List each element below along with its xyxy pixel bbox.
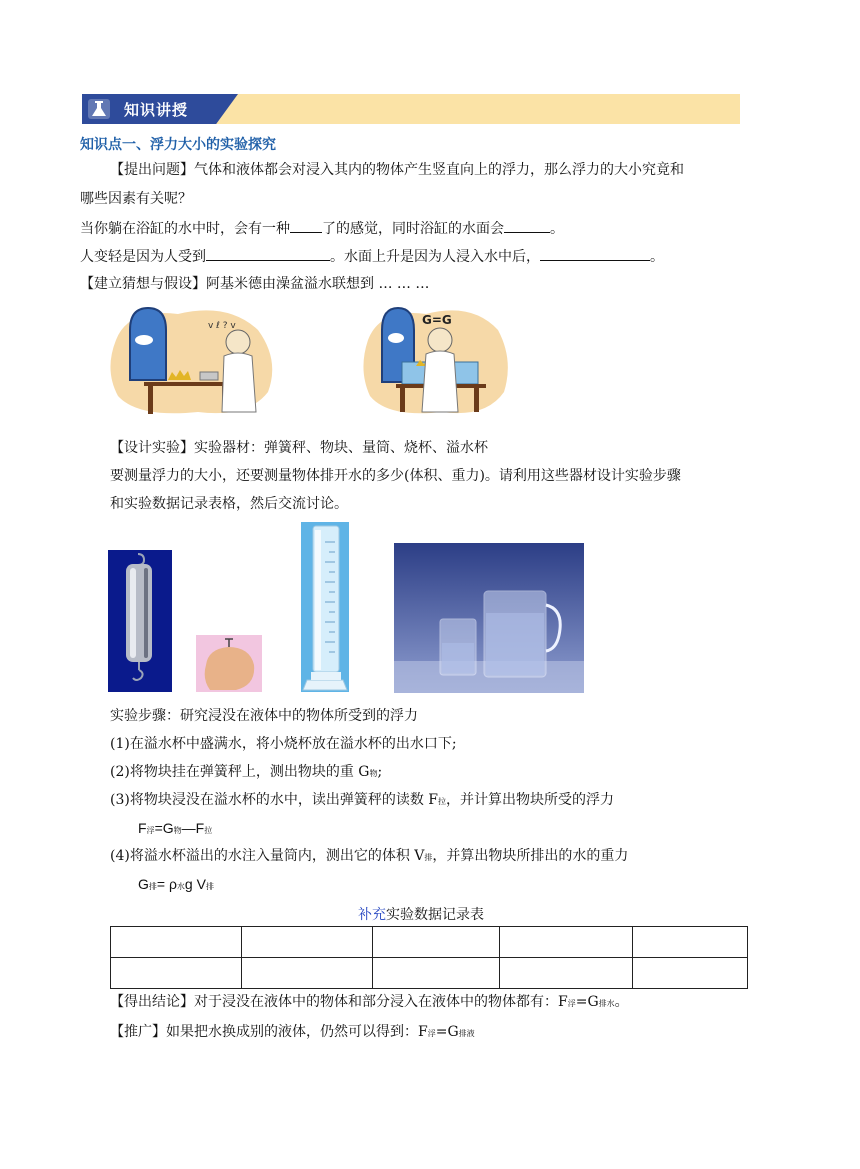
conclusion-label: 【得出结论】 bbox=[110, 994, 194, 1010]
blank-force[interactable] bbox=[206, 246, 330, 261]
archimedes-bath-cartoon-2 bbox=[362, 300, 512, 418]
step-3-end: ，并计算出物块所受的浮力 bbox=[446, 792, 614, 808]
caption-highlight: 补充 bbox=[358, 907, 386, 923]
blank-reason[interactable] bbox=[540, 246, 650, 261]
banner-title: 知识讲授 bbox=[124, 101, 189, 119]
graduated-cylinder-image bbox=[301, 522, 349, 692]
extend-label: 【推广】 bbox=[110, 1024, 166, 1040]
bath-text-a: 当你躺在浴缸的水中时，会有一种 bbox=[80, 221, 290, 237]
bath-text-c: 。 bbox=[550, 221, 564, 237]
blank-water-level[interactable] bbox=[504, 218, 550, 233]
table-cell[interactable] bbox=[373, 958, 500, 989]
bath-text-b: 了的感觉，同时浴缸的水面会 bbox=[322, 221, 504, 237]
lighter-text-b: 。水面上升是因为人浸入水中后， bbox=[330, 249, 540, 265]
design-label: 【设计实验】 bbox=[110, 440, 194, 456]
buoyancy-formula bbox=[138, 818, 212, 841]
block-image bbox=[196, 635, 262, 692]
f2-part: G bbox=[138, 876, 149, 892]
svg-text:v ℓ ? v: v ℓ ? v bbox=[208, 321, 236, 331]
lighter-text-a: 人变轻是因为人受到 bbox=[80, 249, 206, 265]
step-3-text: (3)将物块浸没在溢水杯的水中，读出弹簧秤的读数 F bbox=[110, 792, 438, 808]
f2-sub: 水 bbox=[176, 882, 185, 891]
f1-part: =G bbox=[154, 820, 174, 836]
question-paragraph bbox=[110, 160, 684, 180]
f2-part: = ρ bbox=[156, 876, 177, 892]
design-line-3: 和实验数据记录表格，然后交流讨论。 bbox=[110, 496, 348, 512]
design-line bbox=[110, 438, 488, 458]
step-2-end: ; bbox=[377, 764, 383, 780]
extend-mid: =G bbox=[435, 1024, 459, 1040]
displaced-weight-formula bbox=[138, 874, 214, 897]
f2-sub: 排 bbox=[148, 882, 157, 891]
conclusion-sub: 浮 bbox=[567, 999, 576, 1008]
hypothesis-label: 【建立猜想与假设】 bbox=[80, 276, 206, 292]
lighter-line bbox=[80, 246, 664, 267]
lighter-text-c: 。 bbox=[650, 249, 664, 265]
table-cell[interactable] bbox=[500, 958, 633, 989]
step-4-end: ，并算出物块所排出的水的重力 bbox=[432, 848, 629, 864]
lab-flask-icon bbox=[86, 97, 112, 121]
table-cell[interactable] bbox=[633, 927, 748, 958]
step-3-sub: 拉 bbox=[438, 797, 446, 806]
table-cell[interactable] bbox=[373, 927, 500, 958]
table-cell[interactable] bbox=[111, 927, 242, 958]
section-banner bbox=[82, 94, 740, 126]
step-4-sub: 排 bbox=[424, 853, 433, 862]
extend-sub: 浮 bbox=[427, 1029, 436, 1038]
step-2-sub: 物 bbox=[369, 769, 378, 778]
caption-text: 实验数据记录表 bbox=[386, 907, 484, 923]
design-text: 实验器材：弹簧秤、物块、量筒、烧杯、溢水杯 bbox=[194, 440, 488, 456]
f1-part: F bbox=[138, 820, 147, 836]
step-2-text: (2)将物块挂在弹簧秤上，测出物块的重 G bbox=[110, 764, 370, 780]
step-1: (1)在溢水杯中盛满水，将小烧杯放在溢水杯的出水口下; bbox=[110, 736, 457, 752]
step-4 bbox=[110, 846, 628, 868]
extend-text: 如果把水换成别的液体，仍然可以得到：F bbox=[166, 1024, 428, 1040]
blank-feeling[interactable] bbox=[290, 218, 322, 233]
design-line-2: 要测量浮力的大小，还要测量物体排开水的多少(体积、重力)。请利用这些器材设计实验步骤 bbox=[110, 468, 681, 484]
equation-label: G=G bbox=[422, 313, 452, 327]
conclusion-line bbox=[110, 992, 629, 1014]
conclusion-mid: =G bbox=[575, 994, 599, 1010]
table-cell[interactable] bbox=[242, 927, 373, 958]
step-4-text: (4)将溢水杯溢出的水注入量筒内，测出它的体积 V bbox=[110, 848, 425, 864]
extend-sub: 排液 bbox=[458, 1029, 475, 1038]
table-cell[interactable] bbox=[500, 927, 633, 958]
section-title: 知识点一、浮力大小的实验探究 bbox=[80, 137, 276, 153]
spring-scale-image bbox=[108, 550, 172, 692]
step-3 bbox=[110, 790, 614, 812]
table-row bbox=[111, 927, 748, 958]
archimedes-bath-cartoon-1 bbox=[108, 300, 278, 418]
beakers-image bbox=[394, 543, 584, 693]
f1-sub: 物 bbox=[173, 826, 182, 835]
bath-line bbox=[80, 218, 564, 239]
f2-part: g V bbox=[184, 876, 206, 892]
table-caption bbox=[358, 904, 484, 924]
table-row bbox=[111, 958, 748, 989]
f2-sub: 排 bbox=[205, 882, 214, 891]
steps-intro: 实验步骤：研究浸没在液体中的物体所受到的浮力 bbox=[110, 708, 418, 724]
conclusion-end: 。 bbox=[614, 994, 629, 1010]
table-cell[interactable] bbox=[242, 958, 373, 989]
question-text: 气体和液体都会对浸入其内的物体产生竖直向上的浮力，那么浮力的大小究竟和 bbox=[194, 162, 684, 178]
step-2 bbox=[110, 762, 382, 784]
question-line-2: 哪些因素有关呢？ bbox=[80, 191, 192, 207]
extend-line bbox=[110, 1022, 475, 1044]
conclusion-sub: 排水 bbox=[598, 999, 615, 1008]
f1-sub: 浮 bbox=[146, 826, 155, 835]
table-cell[interactable] bbox=[633, 958, 748, 989]
record-table bbox=[110, 926, 748, 989]
table-cell[interactable] bbox=[111, 958, 242, 989]
question-label: 【提出问题】 bbox=[110, 162, 194, 178]
f1-part: —F bbox=[181, 820, 205, 836]
f1-sub: 拉 bbox=[204, 826, 213, 835]
conclusion-text: 对于浸没在液体中的物体和部分浸入在液体中的物体都有：F bbox=[194, 994, 568, 1010]
hypothesis-text: 阿基米德由澡盆溢水联想到 … … … bbox=[206, 276, 430, 292]
hypothesis-line bbox=[80, 274, 429, 294]
